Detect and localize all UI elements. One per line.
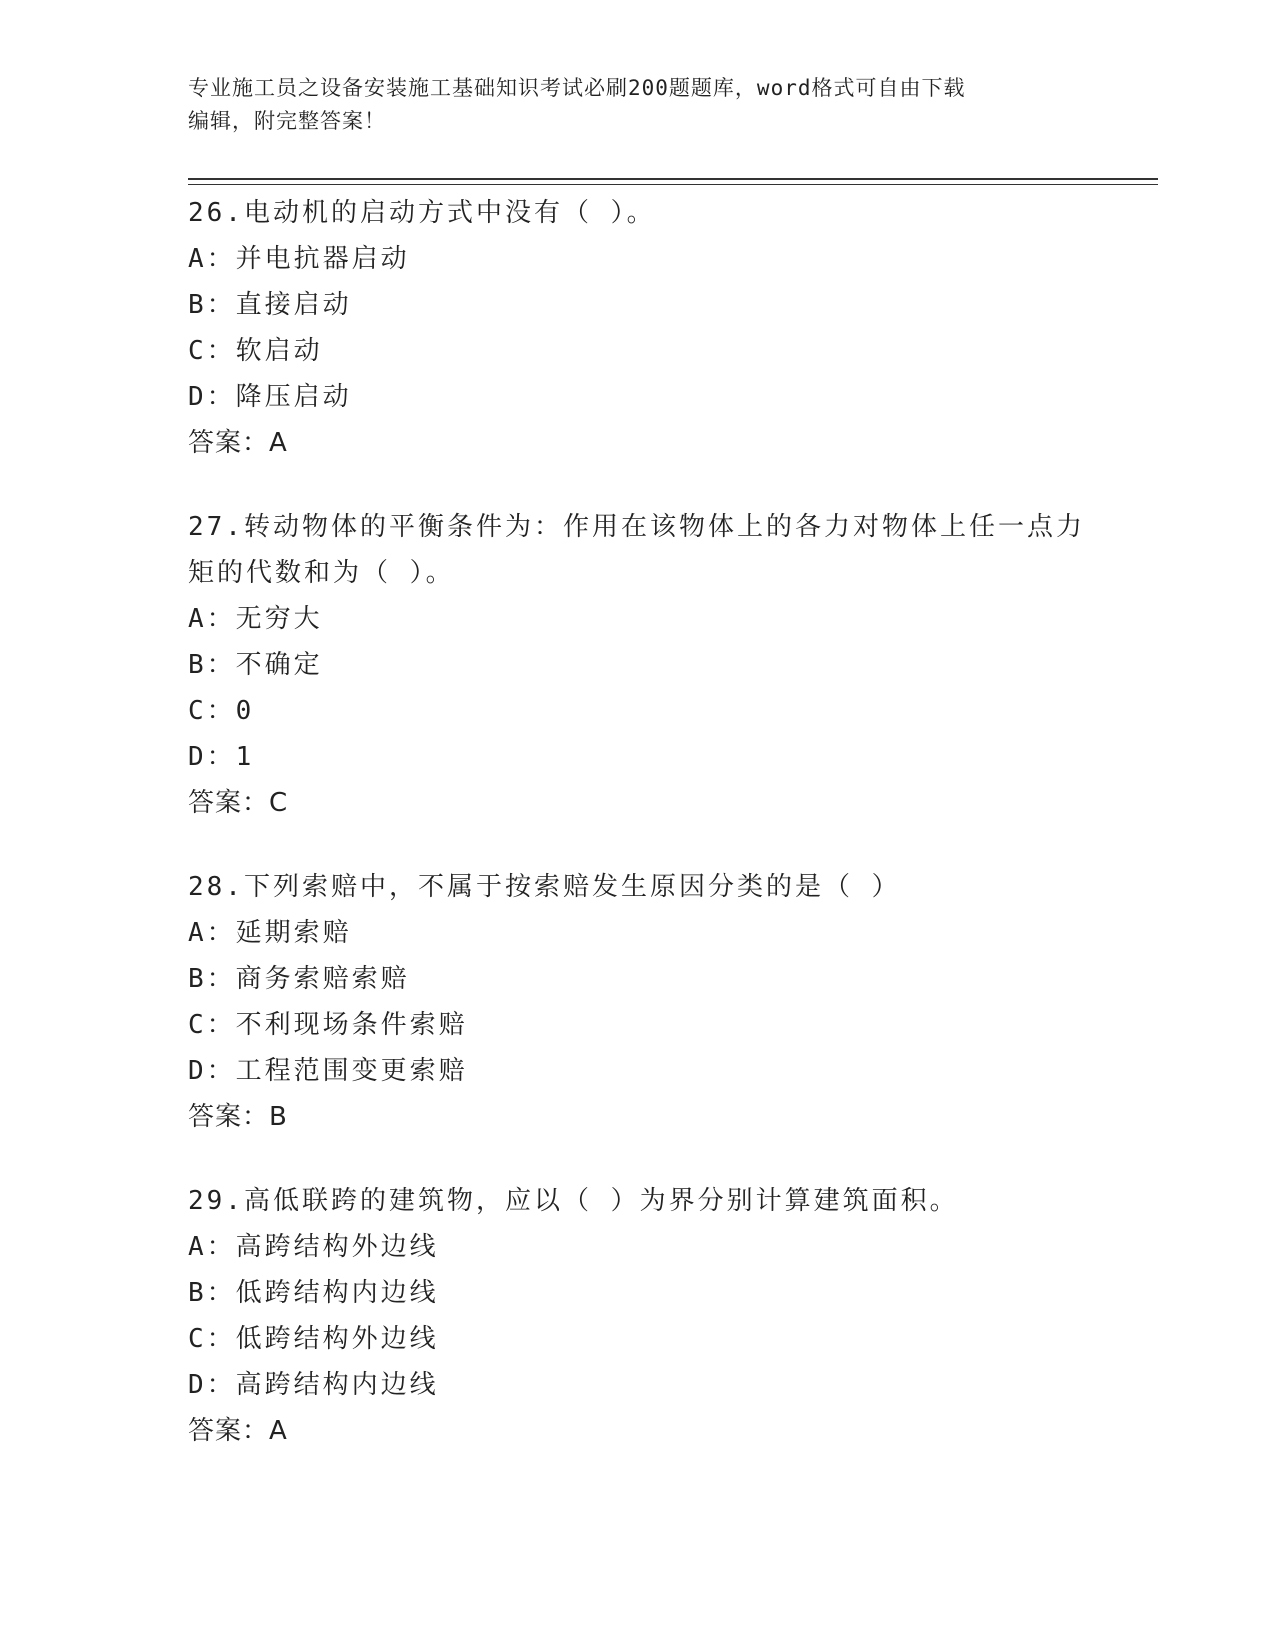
option-d: D：工程范围变更索赔 xyxy=(188,1056,468,1086)
option-d: D：高跨结构内边线 xyxy=(188,1370,439,1400)
option-c: C：软启动 xyxy=(188,336,323,366)
answer: 答案：A xyxy=(188,1416,288,1446)
option-d: D：1 xyxy=(188,742,255,772)
option-b: B：不确定 xyxy=(188,650,323,680)
option-a: A：高跨结构外边线 xyxy=(188,1232,439,1262)
answer: 答案：C xyxy=(188,788,289,818)
question-stem: 28.下列索赔中，不属于按索赔发生原因分类的是（ ） xyxy=(188,872,901,902)
question-27 xyxy=(188,504,1088,826)
question-29 xyxy=(188,1178,1088,1454)
option-b: B：商务索赔索赔 xyxy=(188,964,410,994)
option-c: C：0 xyxy=(188,696,255,726)
question-stem: 26.电动机的启动方式中没有（ ）。 xyxy=(188,198,656,228)
option-b: B：直接启动 xyxy=(188,290,352,320)
document-header xyxy=(188,72,1088,138)
question-list xyxy=(188,190,1088,1492)
question-stem: 27.转动物体的平衡条件为：作用在该物体上的各力对物体上任一点力矩的代数和为（ ）。 xyxy=(188,512,1085,588)
answer: 答案：B xyxy=(188,1102,288,1132)
question-26 xyxy=(188,190,1088,466)
header-divider-thin xyxy=(188,184,1158,185)
option-c: C：低跨结构外边线 xyxy=(188,1324,439,1354)
header-line-1: 专业施工员之设备安装施工基础知识考试必刷200题题库，word格式可自由下载 xyxy=(188,76,966,100)
option-a: A：并电抗器启动 xyxy=(188,244,410,274)
option-c: C：不利现场条件索赔 xyxy=(188,1010,468,1040)
answer: 答案：A xyxy=(188,428,288,458)
option-a: A：延期索赔 xyxy=(188,918,352,948)
question-28 xyxy=(188,864,1088,1140)
question-stem: 29.高低联跨的建筑物，应以（ ）为界分别计算建筑面积。 xyxy=(188,1186,959,1216)
option-d: D：降压启动 xyxy=(188,382,352,412)
header-line-2: 编辑，附完整答案！ xyxy=(188,109,386,133)
option-a: A：无穷大 xyxy=(188,604,323,634)
header-divider-thick xyxy=(188,178,1158,180)
option-b: B：低跨结构内边线 xyxy=(188,1278,439,1308)
